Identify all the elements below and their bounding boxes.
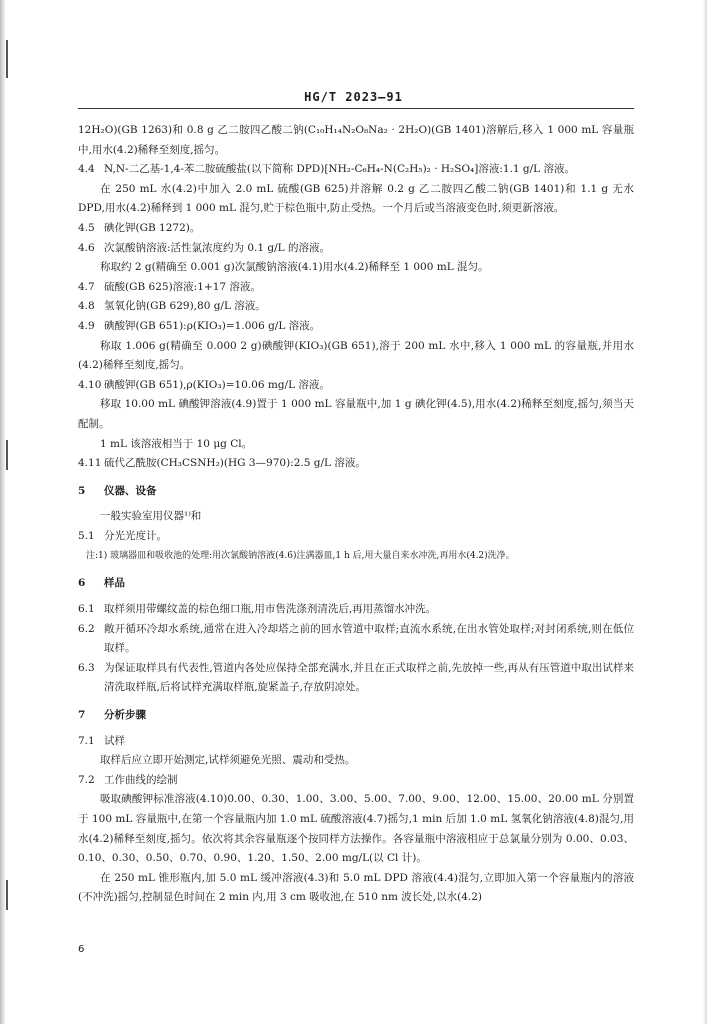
clause-number: 4.8 [78,300,95,313]
clause-number: 6.1 [78,603,95,616]
paragraph: 12H₂O)(GB 1263)和 0.8 g 乙二胺四乙酸二钠(C₁₀H₁₄N₂O₈Na₂ · 2H₂O)(GB 1401)溶解后,移入 1 000 mL 容量瓶中,用水(4.2)稀释至刻度,摇匀。 [78,124,634,156]
section-title: 样品 [104,577,125,590]
clause-text: 试样 [104,734,125,747]
margin-mark [6,440,8,470]
clause-text: 碘酸钾(GB 651):ρ(KIO₃)=1.006 g/L 溶液。 [104,319,321,332]
paragraph: 一般实验室用仪器¹⁾和 [100,510,202,523]
clause-text: 氢氧化钠(GB 629),80 g/L 溶液。 [104,300,266,313]
section-title: 分析步骤 [104,709,146,722]
clause-text: 碘酸钾(GB 651),ρ(KIO₃)=10.06 mg/L 溶液。 [104,378,330,391]
clause-text: 工作曲线的绘制 [104,773,178,786]
paragraph: 在 250 mL 锥形瓶内,加 5.0 mL 缓冲溶液(4.3)和 5.0 mL DPD 溶液(4.4)混匀,立即加入第一个容量瓶内的溶液(不冲洗)摇匀,控制显色时间在 2 min 内,用 3 cm 吸收池,在 510 nm 波长处,以水(4.2) [78,871,634,904]
paragraph: 称取 1.006 g(精确至 0.000 2 g)碘酸钾(KIO₃)(GB 651),溶于 200 mL 水中,移入 1 000 mL 的容量瓶,并用水(4.2)稀释至刻度,摇匀。 [78,339,634,372]
clause-number: 4.5 [78,221,95,234]
paragraph: 称取约 2 g(精确至 0.001 g)次氯酸钠溶液(4.1)用水(4.2)稀释至 1 000 mL 混匀。 [100,261,489,274]
paragraph: 吸取碘酸钾标准溶液(4.10)0.00、0.30、1.00、3.00、5.00、7.00、9.00、12.00、15.00、20.00 mL 分别置于 100 mL 容量瓶中,在第一个容量瓶内加 1.0 mL 硫酸溶液(4.7)摇匀,1 min 后加 1.0 mL 氢氧化钠溶液(4.8)混匀,用水(4.2)稀释至刻度,摇匀。依次将其余容量瓶逐个按同样方法操作。各容量瓶中溶液相应于总氯量分别为 0.00、0.03、0.10、0.30、0.50、0.70、0.90、1.20、1.50、2.00 mg/L(以 Cl 计)。 [78,793,634,865]
section-number: 7 [78,709,86,722]
clause-number: 4.11 [78,457,102,470]
clause-number: 4.10 [78,378,102,391]
paragraph: 移取 10.00 mL 碘酸钾溶液(4.9)置于 1 000 mL 容量瓶中,加 1 g 碘化钾(4.5),用水(4.2)稀释至刻度,摇匀,须当天配制。 [78,398,634,430]
clause-text: 为保证取样具有代表性,管道内各处应保持全部充满水,并且在正式取样之前,先放掉一些,再从有压管道中取出试样来清洗取样瓶,后将试样充满取样瓶,旋紧盖子,存放阴凉处。 [104,661,634,694]
page-number: 6 [78,944,85,955]
clause-number: 7.1 [78,734,95,747]
clause-number: 4.4 [78,163,95,176]
margin-mark [6,40,8,78]
clause-7-2 [78,771,634,791]
paragraph: 取样后应立即开始测定,试样须避免光照、震动和受热。 [100,754,356,767]
clause-text: N,N-二乙基-1,4-苯二胺硫酸盐(以下简称 DPD)[NH₂-C₆H₄-N(C₂H₅)₂ · H₂SO₄]溶液:1.1 g/L 溶液。 [104,163,575,176]
clause-6-3 [78,659,634,698]
section-number: 6 [78,577,86,590]
clause-6-2 [78,620,634,659]
clause-4-4 [78,160,634,180]
clause-number: 5.1 [78,529,95,542]
footnote: 注:1) 玻璃器皿和吸收池的处理:用次氯酸钠溶液(4.6)注满器皿,1 h 后,用大量自来水冲洗,再用水(4.2)洗净。 [86,551,515,562]
section-number: 5 [78,484,86,497]
header-rule [78,108,634,109]
document-body [78,121,634,908]
section-7-heading [78,706,634,726]
clause-number: 6.2 [78,622,95,635]
clause-text: 敞开循环冷却水系统,通常在进入冷却塔之前的回水管道中取样;直流水系统,在出水管处取样;对封闭系统,则在低位取样。 [104,622,634,655]
clause-4-8 [78,297,634,317]
clause-text: 取样须用带螺纹盖的棕色细口瓶,用市售洗涤剂清洗后,再用蒸馏水冲洗。 [104,603,437,616]
clause-number: 4.9 [78,319,95,332]
clause-7-1 [78,732,634,752]
clause-number: 7.2 [78,773,95,786]
section-title: 仪器、设备 [104,484,157,497]
scan-edge [703,0,707,1024]
clause-4-10 [78,376,634,396]
section-6-heading [78,574,634,594]
clause-6-1 [78,600,634,620]
clause-text: 分光光度计。 [104,529,167,542]
paragraph: 在 250 mL 水(4.2)中加入 2.0 mL 硫酸(GB 625)并溶解 0.2 g 乙二胺四乙酸二钠(GB 1401)和 1.1 g 无水 DPD,用水(4.2)稀释到 1 000 mL 混匀,贮于棕色瓶中,防止受热。一个月后或当溶液变色时,须更新溶液。 [78,182,634,215]
clause-4-11 [78,454,634,474]
clause-text: 次氯酸钠溶液:活性氯浓度约为 0.1 g/L 的溶液。 [104,241,330,254]
clause-number: 4.7 [78,280,95,293]
scan-edge [0,0,6,1024]
clause-number: 6.3 [78,661,95,674]
clause-4-5 [78,219,634,239]
clause-4-7 [78,278,634,298]
clause-4-6 [78,239,634,259]
clause-text: 硫代乙酰胺(CH₃CSNH₂)(HG 3—970):2.5 g/L 溶液。 [104,457,366,470]
standard-code-header: HG/T 2023—91 [304,90,403,104]
clause-4-9 [78,317,634,337]
clause-text: 硫酸(GB 625)溶液:1+17 溶液。 [104,280,261,293]
clause-5-1 [78,527,634,547]
clause-text: 碘化钾(GB 1272)。 [104,221,201,234]
clause-number: 4.6 [78,241,95,254]
section-5-heading [78,482,634,502]
paragraph: 1 mL 该溶液相当于 10 μg Cl。 [100,437,253,450]
margin-mark [6,880,8,910]
